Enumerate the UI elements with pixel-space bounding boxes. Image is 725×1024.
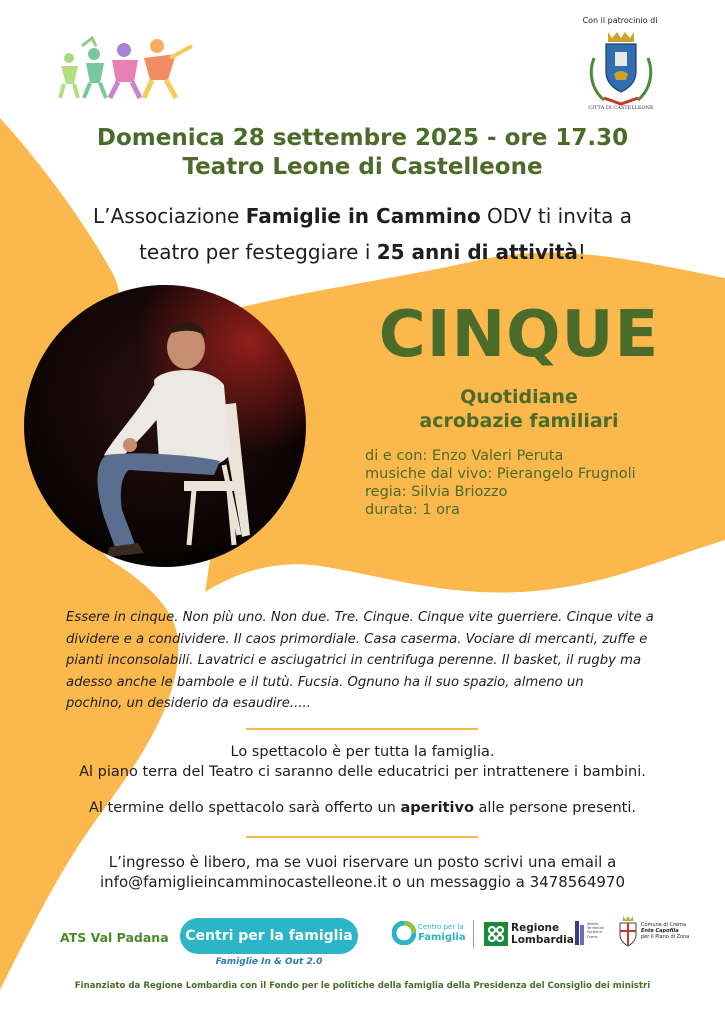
credit-author: di e con: Enzo Valeri Peruta (365, 448, 564, 464)
association-name: Famiglie in Cammino (245, 204, 481, 228)
show-title: CINQUE (378, 298, 660, 372)
aperitivo-text: Al termine dello spettacolo sarà offerto un (88, 800, 401, 816)
synopsis-line: pochino, un desiderio da esaudire..... (66, 696, 311, 711)
rl-label-2: Lombardia (511, 934, 574, 946)
show-subtitle-line-1: Quotidiane (460, 386, 578, 408)
castelleone-coat-of-arms-icon (586, 28, 656, 110)
invite-text: ODV ti invita a (480, 204, 632, 228)
show-synopsis (66, 607, 676, 715)
show-subtitle-line-2: acrobazie familiari (419, 410, 619, 432)
funding-note: Finanziato da Regione Lombardia con il Fondo per le politiche della famiglia della Presidenza del Consiglio dei ministri (74, 981, 651, 991)
centro-per-la-famiglia-logo (392, 919, 468, 949)
comune-di-crema-logo (618, 915, 690, 949)
crema-label-2: Ente Capofila (641, 928, 679, 934)
invite-text: ! (577, 240, 586, 264)
anniversary-text: 25 anni di attività (376, 240, 578, 264)
event-date: Domenica 28 settembre 2025 - ore 17.30 (96, 125, 629, 151)
ambito-bars-icon (575, 919, 585, 947)
coat-caption: CITTÀ DI CASTELLEONE (588, 105, 654, 110)
cpf-label-2: Famiglia (418, 932, 466, 943)
invite-line-1 (0, 204, 725, 228)
regione-lombardia-rose-icon (484, 922, 508, 946)
cpf-ring-icon (392, 921, 416, 945)
synopsis-line: Essere in cinque. Non più uno. Non due. Tre. Cinque. Cinque vite guerriere. Cinque vite a (66, 610, 654, 625)
ambito-crema-logo (575, 919, 611, 947)
synopsis-line: adesso anche le bambole e il tutù. Fucsia. Ognuno ha il suo spazio, almeno un (66, 674, 584, 690)
entry-line-1: L’ingresso è libero, ma se vuoi riservare un posto scrivi una email a (108, 853, 617, 871)
credit-duration: durata: 1 ora (365, 502, 460, 518)
credit-director: regia: Silvia Briozzo (365, 484, 508, 500)
regione-lombardia-logo (484, 921, 574, 947)
credit-music: musiche dal vivo: Pierangelo Frugnoli (365, 466, 636, 482)
crema-shield-icon (618, 915, 638, 947)
performer-on-stage-image (24, 285, 306, 567)
ats-val-padana-logo: ATS Val Padana (60, 930, 169, 945)
crema-label-1: Comune di Crema (641, 922, 687, 928)
invite-line-2 (0, 240, 725, 264)
association-kids-logo (52, 36, 197, 102)
aperitivo-word: aperitivo (400, 800, 474, 816)
centri-per-la-famiglia-button[interactable]: Centri per la famiglia (180, 918, 358, 954)
cpf-label-1: Centro per la (418, 923, 464, 931)
ambito-label: Ambito Territoriale Sociale di Crema (587, 922, 605, 939)
family-line: Lo spettacolo è per tutta la famiglia. (230, 744, 495, 760)
event-venue: Teatro Leone di Castelleone (182, 154, 543, 180)
patronage-label: Con il patrocinio di (582, 16, 658, 25)
rl-label-1: Regione (511, 922, 560, 934)
logo-separator (473, 920, 474, 948)
aperitivo-text: alle persone presenti. (473, 800, 636, 816)
entry-line-2: info@famiglieincamminocastelleone.it o un messaggio a 3478564970 (99, 873, 626, 891)
centri-subtitle: Famiglie In & Out 2.0 (215, 957, 323, 967)
synopsis-line: pianti inconsolabili. Lavatrici e asciugatrici in centrifuga perenne. Il basket, il rugby ma (66, 653, 642, 668)
educators-line: Al piano terra del Teatro ci saranno delle educatrici per intrattenere i bambini. (79, 764, 646, 780)
invite-text: teatro per festeggiare i (139, 240, 377, 264)
aperitivo-line (0, 800, 725, 816)
crema-label-3: per il Piano di Zona (641, 934, 690, 940)
divider-top (246, 728, 478, 730)
synopsis-line: dividere e a condividere. Il caos primordiale. Casa caserma. Vociare di mercanti, zuffe e (66, 631, 648, 647)
performer-photo (24, 285, 306, 567)
divider-bottom (246, 836, 478, 838)
invite-text: L’Associazione (93, 204, 246, 228)
